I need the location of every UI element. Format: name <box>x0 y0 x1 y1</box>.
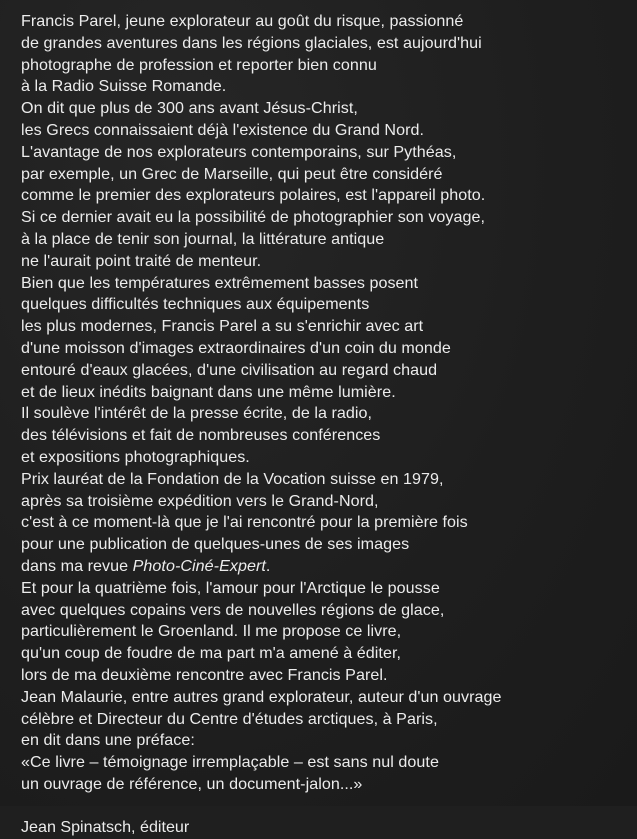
text-line: Prix lauréat de la Fondation de la Vocation suisse en 1979, <box>21 469 444 488</box>
text-line: Bien que les températures extrêmement basses posent <box>21 273 419 292</box>
text-line: célèbre et Directeur du Centre d'études arctiques, à Paris, <box>21 709 438 728</box>
text-line: Il soulève l'intérêt de la presse écrite, de la radio, <box>21 404 373 423</box>
text-line: à la Radio Suisse Romande. <box>21 77 227 96</box>
text-line: Francis Parel, jeune explorateur au goût du risque, passionné <box>21 12 464 30</box>
text-line: et de lieux inédits baignant dans une même lumière. <box>21 382 396 401</box>
magazine-line-prefix: dans ma revue <box>21 556 133 575</box>
magazine-line-suffix: . <box>265 556 271 575</box>
text-line: et expositions photographiques. <box>21 447 250 466</box>
text-line: qu'un coup de foudre de ma part m'a amené à éditer, <box>21 644 401 663</box>
text-line: particulièrement le Groenland. Il me propose ce livre, <box>21 622 402 641</box>
text-line: par exemple, un Grec de Marseille, qui peut être considéré <box>21 164 443 183</box>
publisher-text <box>21 11 623 796</box>
text-line: en dit dans une préface: <box>21 731 195 750</box>
text-line: pour une publication de quelques-unes de ses images <box>21 535 410 554</box>
text-line: Jean Malaurie, entre autres grand explorateur, auteur d'un ouvrage <box>21 687 502 706</box>
text-line: avec quelques copains vers de nouvelles régions de glace, <box>21 600 445 619</box>
text-line: Et pour la quatrième fois, l'amour pour l'Arctique le pousse <box>21 578 440 597</box>
text-line: les plus modernes, Francis Parel a su s'enrichir avec art <box>21 317 424 336</box>
text-line: entouré d'eaux glacées, d'une civilisation au regard chaud <box>21 360 438 379</box>
text-line: d'une moisson d'images extraordinaires d'un coin du monde <box>21 338 451 357</box>
text-line: comme le premier des explorateurs polaires, est l'appareil photo. <box>21 186 486 205</box>
text-line: photographe de profession et reporter bien connu <box>21 55 377 74</box>
text-line: c'est à ce moment-là que je l'ai rencontré pour la première fois <box>21 513 468 532</box>
text-line: après sa troisième expédition vers le Grand-Nord, <box>21 491 379 510</box>
quote-line: «Ce livre – témoignage irremplaçable – est sans nul doute <box>21 753 439 772</box>
text-line: ne l'aurait point traité de menteur. <box>21 251 262 270</box>
text-line: L'avantage de nos explorateurs contemporains, sur Pythéas, <box>21 142 457 161</box>
text-line: lors de ma deuxième rencontre avec Francis Parel. <box>21 665 388 684</box>
magazine-title: Photo-Ciné-Expert <box>132 556 266 575</box>
publisher-signature: Jean Spinatsch, éditeur <box>21 818 190 837</box>
text-line: à la place de tenir son journal, la littérature antique <box>21 229 385 248</box>
text-line: de grandes aventures dans les régions glaciales, est aujourd'hui <box>21 33 482 52</box>
text-line: On dit que plus de 300 ans avant Jésus-Christ, <box>21 99 358 118</box>
text-line: Si ce dernier avait eu la possibilité de photographier son voyage, <box>21 208 486 227</box>
text-line: des télévisions et fait de nombreuses conférences <box>21 426 381 445</box>
text-line: quelques difficultés techniques aux équipements <box>21 295 370 314</box>
magazine-line <box>21 556 623 578</box>
quote-line: un ouvrage de référence, un document-jalon...» <box>21 774 363 793</box>
text-line: les Grecs connaissaient déjà l'existence du Grand Nord. <box>21 120 425 139</box>
